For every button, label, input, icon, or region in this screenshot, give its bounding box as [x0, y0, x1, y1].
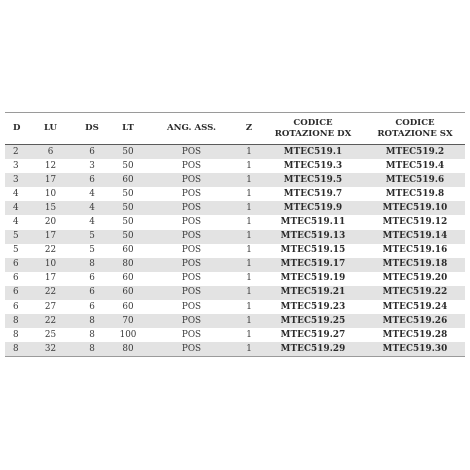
- header-lt: LT: [110, 113, 146, 145]
- cell-lt: 100: [110, 328, 146, 342]
- cell-ang: POS: [146, 187, 237, 201]
- cell-z: 1: [237, 244, 261, 258]
- product-table: [5, 112, 465, 357]
- table-row: [5, 173, 465, 187]
- cell-lt: 50: [110, 145, 146, 160]
- cell-sx: MTEC519.6: [365, 173, 465, 187]
- header-codice-dx-line2: ROTAZIONE DX: [274, 128, 352, 139]
- cell-lu: 10: [27, 187, 74, 201]
- cell-lu: 17: [27, 272, 74, 286]
- cell-sx: MTEC519.18: [365, 258, 465, 272]
- cell-dx: MTEC519.21: [261, 286, 365, 300]
- cell-lu: 25: [27, 328, 74, 342]
- cell-ang: POS: [146, 145, 237, 160]
- cell-z: 1: [237, 201, 261, 215]
- cell-d: 5: [5, 230, 27, 244]
- cell-d: 6: [5, 300, 27, 314]
- cell-dx: MTEC519.7: [261, 187, 365, 201]
- table-row: [5, 159, 465, 173]
- cell-z: 1: [237, 258, 261, 272]
- cell-d: 5: [5, 244, 27, 258]
- cell-ang: POS: [146, 328, 237, 342]
- cell-lu: 6: [27, 145, 74, 160]
- cell-lu: 22: [27, 244, 74, 258]
- cell-d: 4: [5, 187, 27, 201]
- table-row: [5, 300, 465, 314]
- cell-lu: 22: [27, 286, 74, 300]
- cell-dx: MTEC519.27: [261, 328, 365, 342]
- cell-d: 8: [5, 328, 27, 342]
- cell-ang: POS: [146, 286, 237, 300]
- cell-dx: MTEC519.5: [261, 173, 365, 187]
- cell-lt: 50: [110, 187, 146, 201]
- header-codice-sx-line2: ROTAZIONE SX: [377, 128, 453, 139]
- cell-ang: POS: [146, 159, 237, 173]
- cell-z: 1: [237, 328, 261, 342]
- cell-dx: MTEC519.11: [261, 215, 365, 229]
- cell-ang: POS: [146, 201, 237, 215]
- header-ds: DS: [74, 113, 110, 145]
- cell-z: 1: [237, 230, 261, 244]
- cell-lu: 10: [27, 258, 74, 272]
- table-row: [5, 272, 465, 286]
- cell-sx: MTEC519.4: [365, 159, 465, 173]
- cell-z: 1: [237, 187, 261, 201]
- cell-lt: 50: [110, 215, 146, 229]
- table-row: [5, 258, 465, 272]
- cell-lu: 17: [27, 230, 74, 244]
- table-row: [5, 286, 465, 300]
- table-row: [5, 342, 465, 357]
- cell-d: 6: [5, 272, 27, 286]
- cell-ds: 3: [74, 159, 110, 173]
- cell-sx: MTEC519.10: [365, 201, 465, 215]
- table-row: [5, 314, 465, 328]
- cell-lu: 12: [27, 159, 74, 173]
- cell-z: 1: [237, 286, 261, 300]
- cell-lu: 20: [27, 215, 74, 229]
- table-row: [5, 328, 465, 342]
- cell-ang: POS: [146, 314, 237, 328]
- cell-sx: MTEC519.28: [365, 328, 465, 342]
- cell-z: 1: [237, 215, 261, 229]
- cell-dx: MTEC519.17: [261, 258, 365, 272]
- header-d: D: [5, 113, 27, 145]
- table-row: [5, 230, 465, 244]
- cell-ds: 6: [74, 300, 110, 314]
- cell-z: 1: [237, 314, 261, 328]
- cell-lt: 50: [110, 159, 146, 173]
- cell-lt: 60: [110, 286, 146, 300]
- cell-d: 3: [5, 173, 27, 187]
- cell-sx: MTEC519.20: [365, 272, 465, 286]
- cell-z: 1: [237, 145, 261, 160]
- cell-lt: 50: [110, 201, 146, 215]
- cell-d: 6: [5, 258, 27, 272]
- header-z: Z: [237, 113, 261, 145]
- header-codice-sx: [365, 113, 465, 145]
- cell-lt: 60: [110, 272, 146, 286]
- cell-d: 4: [5, 201, 27, 215]
- table-row: [5, 187, 465, 201]
- table-row: [5, 145, 465, 160]
- cell-d: 3: [5, 159, 27, 173]
- cell-lt: 60: [110, 300, 146, 314]
- cell-sx: MTEC519.22: [365, 286, 465, 300]
- cell-z: 1: [237, 342, 261, 357]
- cell-lu: 15: [27, 201, 74, 215]
- cell-z: 1: [237, 272, 261, 286]
- cell-ds: 6: [74, 286, 110, 300]
- cell-ang: POS: [146, 272, 237, 286]
- cell-lu: 22: [27, 314, 74, 328]
- cell-ang: POS: [146, 342, 237, 357]
- cell-ang: POS: [146, 300, 237, 314]
- cell-ang: POS: [146, 244, 237, 258]
- cell-dx: MTEC519.1: [261, 145, 365, 160]
- table-row: [5, 244, 465, 258]
- cell-ds: 4: [74, 187, 110, 201]
- table-body: [5, 145, 465, 357]
- cell-ds: 8: [74, 314, 110, 328]
- cell-z: 1: [237, 300, 261, 314]
- cell-lu: 27: [27, 300, 74, 314]
- cell-dx: MTEC519.9: [261, 201, 365, 215]
- cell-ds: 6: [74, 272, 110, 286]
- cell-lt: 80: [110, 258, 146, 272]
- cell-ang: POS: [146, 173, 237, 187]
- cell-d: 8: [5, 314, 27, 328]
- cell-ds: 8: [74, 342, 110, 357]
- cell-z: 1: [237, 173, 261, 187]
- cell-lu: 32: [27, 342, 74, 357]
- cell-dx: MTEC519.3: [261, 159, 365, 173]
- cell-sx: MTEC519.16: [365, 244, 465, 258]
- cell-d: 2: [5, 145, 27, 160]
- header-codice-dx-line1: CODICE: [293, 117, 333, 128]
- cell-ang: POS: [146, 215, 237, 229]
- cell-ds: 4: [74, 215, 110, 229]
- cell-ang: POS: [146, 230, 237, 244]
- cell-sx: MTEC519.30: [365, 342, 465, 357]
- cell-lt: 70: [110, 314, 146, 328]
- table-header: [5, 113, 465, 145]
- cell-ds: 6: [74, 145, 110, 160]
- cell-dx: MTEC519.25: [261, 314, 365, 328]
- cell-ang: POS: [146, 258, 237, 272]
- cell-d: 8: [5, 342, 27, 357]
- cell-lt: 60: [110, 173, 146, 187]
- cell-lu: 17: [27, 173, 74, 187]
- header-codice-dx: [261, 113, 365, 145]
- header-row: [5, 113, 465, 145]
- cell-lt: 80: [110, 342, 146, 357]
- cell-ds: 5: [74, 244, 110, 258]
- table-row: [5, 215, 465, 229]
- cell-sx: MTEC519.24: [365, 300, 465, 314]
- cell-ds: 8: [74, 258, 110, 272]
- cell-sx: MTEC519.2: [365, 145, 465, 160]
- cell-ds: 8: [74, 328, 110, 342]
- cell-sx: MTEC519.12: [365, 215, 465, 229]
- cell-d: 4: [5, 215, 27, 229]
- header-ang-ass: ANG. ASS.: [146, 113, 237, 145]
- cell-ds: 5: [74, 230, 110, 244]
- cell-lt: 60: [110, 244, 146, 258]
- cell-dx: MTEC519.23: [261, 300, 365, 314]
- cell-sx: MTEC519.14: [365, 230, 465, 244]
- table-row: [5, 201, 465, 215]
- cell-ds: 6: [74, 173, 110, 187]
- cell-dx: MTEC519.29: [261, 342, 365, 357]
- cell-sx: MTEC519.8: [365, 187, 465, 201]
- cell-sx: MTEC519.26: [365, 314, 465, 328]
- cell-dx: MTEC519.13: [261, 230, 365, 244]
- header-lu: LU: [27, 113, 74, 145]
- cell-dx: MTEC519.19: [261, 272, 365, 286]
- cell-dx: MTEC519.15: [261, 244, 365, 258]
- cell-d: 6: [5, 286, 27, 300]
- cell-z: 1: [237, 159, 261, 173]
- product-table-wrapper: [5, 112, 465, 357]
- header-codice-sx-line1: CODICE: [395, 117, 435, 128]
- cell-lt: 50: [110, 230, 146, 244]
- cell-ds: 4: [74, 201, 110, 215]
